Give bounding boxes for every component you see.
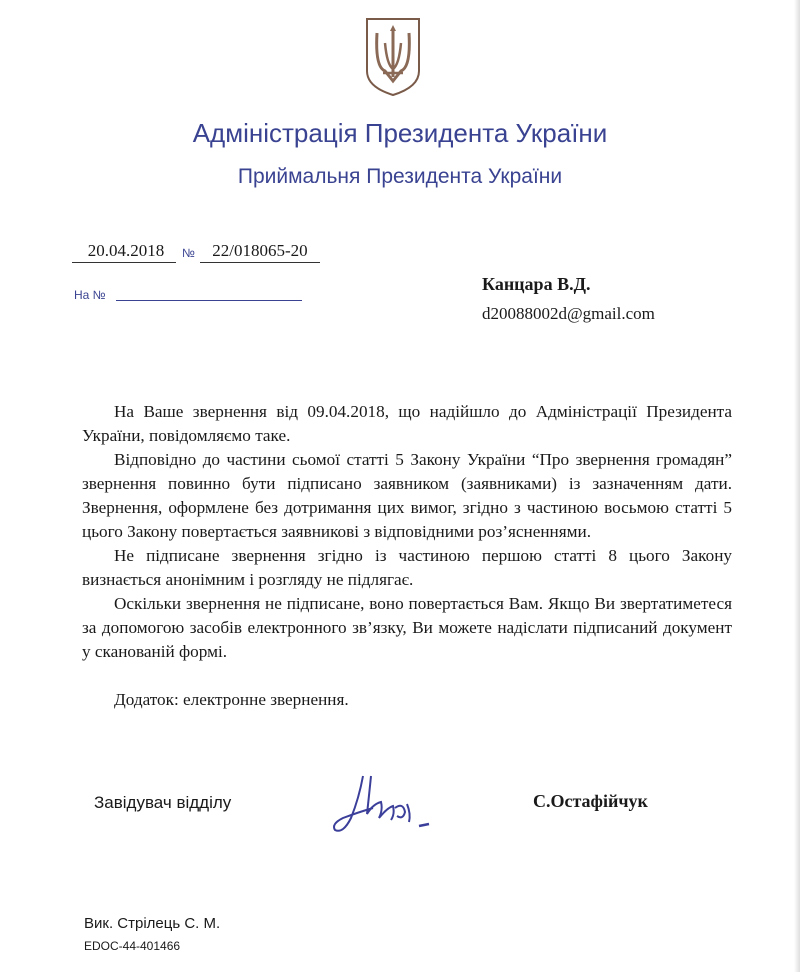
addressee-email: d20088002d@gmail.com xyxy=(482,304,655,323)
executor-note: Вик. Стрілець С. М. xyxy=(84,915,221,932)
body-paragraph: Відповідно до частини сьомої статті 5 Закону України “Про звернення громадян” звернення повинно бути підписано заявником (заявниками) із зазначенням дати. Звернення, оформлене без дотримання цих вимог, згідно з частиною восьмою статті 5 цього Закону повертається заявникові з відповідними роз’ясненнями. xyxy=(82,450,732,541)
reference-blank-line xyxy=(116,300,302,301)
body-paragraph: Не підписане звернення згідно із частиною першою статті 8 цього Закону визнається анонімним і розгляду не підлягає. xyxy=(82,546,732,589)
body-paragraph: На Ваше звернення від 09.04.2018, що надійшло до Адміністрації Президента України, повідомляємо таке. xyxy=(82,402,732,445)
registration-date: 20.04.2018 xyxy=(72,240,176,263)
letter-body xyxy=(82,400,732,664)
addressee-name: Канцара В.Д. xyxy=(482,274,591,294)
trident-coat-of-arms-icon xyxy=(363,15,423,99)
signatory-name: С.Остафійчук xyxy=(533,791,648,811)
organization-title: Адміністрація Президента України xyxy=(192,118,608,148)
registration-number-label: № xyxy=(182,246,195,260)
signatory-position: Завідувач відділу xyxy=(94,793,232,812)
department-subtitle: Приймальня Президента України xyxy=(237,165,563,188)
reference-label: На № xyxy=(74,288,106,302)
document-code: EDOC-44-401466 xyxy=(84,939,181,953)
attachment-note: Додаток: електронне звернення. xyxy=(114,690,349,709)
body-paragraph: Оскільки звернення не підписане, воно повертається Вам. Якщо Ви звертатиметеся за допомогою засобів електронного зв’язку, Ви можете надіслати підписаний документ у сканованій формі. xyxy=(82,594,732,661)
handwritten-signature-icon xyxy=(325,768,445,848)
registration-number: 22/018065-20 xyxy=(200,240,320,263)
